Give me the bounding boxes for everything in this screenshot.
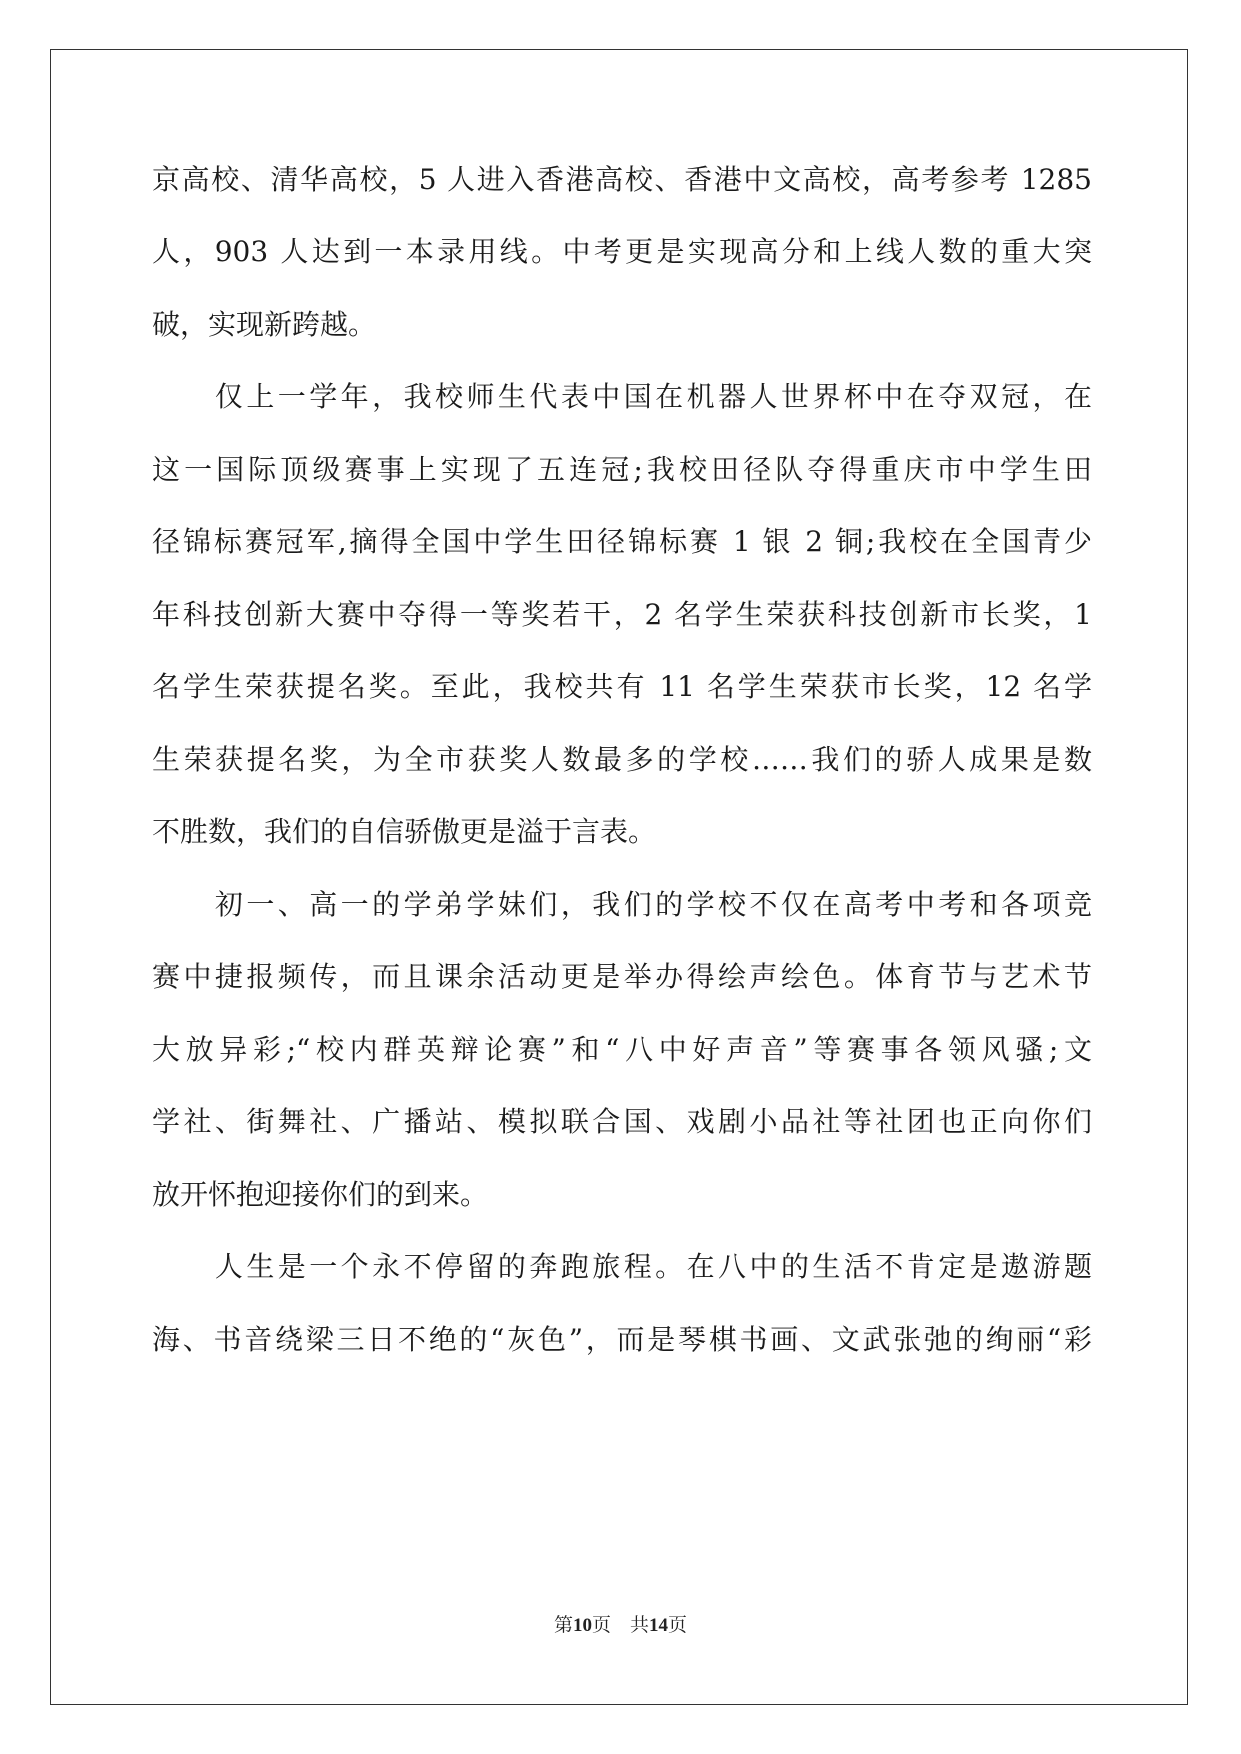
text-line: 人生是一个永不停留的奔跑旅程。在八中的生活不肯定是遨游题 [152,1250,1092,1283]
text-line: 仅上一学年，我校师生代表中国在机器人世界杯中在夺双冠，在 [152,380,1092,413]
text-line: 放开怀抱迎接你们的到来。 [152,1178,489,1211]
text-line: 生荣获提名奖，为全市获奖人数最多的学校……我们的骄人成果是数 [152,743,1092,776]
page-footer [0,1613,1241,1638]
text-line: 赛中捷报频传，而且课余活动更是举办得绘声绘色。体育节与艺术节 [152,960,1092,993]
footer-prefix: 第 [553,1614,573,1636]
current-page-number: 10 [572,1615,592,1636]
total-pages-number: 14 [649,1615,668,1636]
text-line: 海、书音绕梁三日不绝的“灰色”，而是琴棋书画、文武张弛的绚丽“彩 [152,1323,1092,1356]
text-line: 这一国际顶级赛事上实现了五连冠;我校田径队夺得重庆市中学生田 [152,453,1092,486]
text-line: 人，903 人达到一本录用线。中考更是实现高分和上线人数的重大突 [152,235,1092,268]
text-line: 名学生荣获提名奖。至此，我校共有 11 名学生荣获市长奖，12 名学 [152,670,1092,703]
text-line: 年科技创新大赛中夺得一等奖若干，2 名学生荣获科技创新市长奖，1 [152,598,1092,631]
footer-suffix: 页 [668,1614,688,1636]
text-line: 学社、街舞社、广播站、模拟联合国、戏剧小品社等社团也正向你们 [152,1105,1092,1138]
text-line: 径锦标赛冠军,摘得全国中学生田径锦标赛 1 银 2 铜;我校在全国青少 [152,525,1092,558]
text-line: 初一、高一的学弟学妹们，我们的学校不仅在高考中考和各项竞 [152,888,1092,921]
text-line: 破，实现新跨越。 [152,308,377,341]
text-line: 不胜数，我们的自信骄傲更是溢于言表。 [152,815,657,848]
page-border [50,49,1188,1705]
text-line: 大放异彩;“校内群英辩论赛”和“八中好声音”等赛事各领风骚;文 [152,1033,1092,1066]
text-line: 京高校、清华高校，5 人进入香港高校、香港中文高校，高考参考 1285 [152,163,1092,196]
footer-middle: 页 共 [591,1614,649,1636]
